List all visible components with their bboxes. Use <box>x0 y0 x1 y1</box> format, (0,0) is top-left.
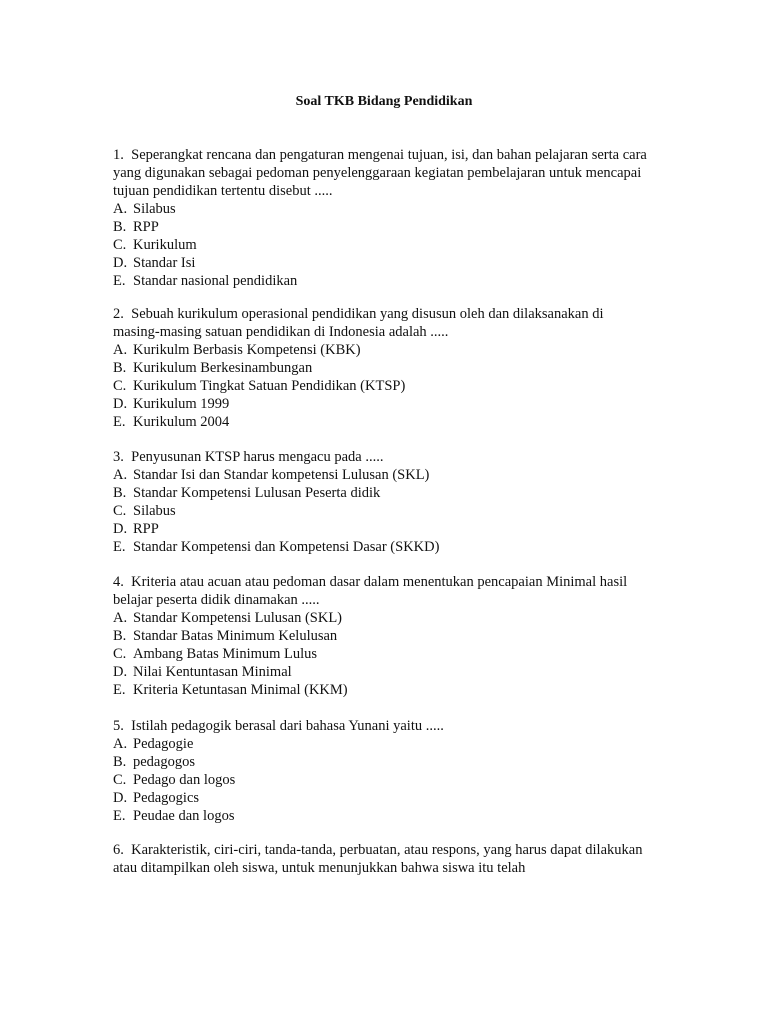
option-a: A. Standar Isi dan Standar kompetensi Lulusan (SKL) <box>113 467 430 483</box>
option-c: C. Pedago dan logos <box>113 772 236 788</box>
option-a: A. Silabus <box>113 201 176 217</box>
question-4 <box>113 573 653 699</box>
option-c: C. Ambang Batas Minimum Lulus <box>113 646 318 662</box>
option-a: A. Kurikulm Berbasis Kompetensi (KBK) <box>113 342 361 358</box>
question-text: 6. Karakteristik, ciri-ciri, tanda-tanda, perbuatan, atau respons, yang harus dapat dilakukan atau ditampilkan oleh siswa, untuk menunjukkan bahwa siswa itu telah <box>113 842 643 876</box>
option-c: C. Silabus <box>113 503 176 519</box>
option-e: E. Kriteria Ketuntasan Minimal (KKM) <box>113 682 348 698</box>
option-a: A. Standar Kompetensi Lulusan (SKL) <box>113 610 343 626</box>
option-b: B. pedagogos <box>113 754 196 770</box>
option-a: A. Pedagogie <box>113 736 194 752</box>
question-6 <box>113 841 653 877</box>
question-2 <box>113 305 653 431</box>
question-text: 3. Penyusunan KTSP harus mengacu pada ..... <box>113 449 384 465</box>
option-e: E. Peudae dan logos <box>113 808 235 824</box>
question-text: 1. Seperangkat rencana dan pengaturan mengenai tujuan, isi, dan bahan pelajaran serta cara yang digunakan sebagai pedoman penyelenggaraan kegiatan pembelajaran untuk mencapai tujuan pendidikan tertentu disebut ..... <box>113 147 647 199</box>
document-title: Soal TKB Bidang Pendidikan <box>295 94 473 109</box>
option-e: E. Standar nasional pendidikan <box>113 273 298 289</box>
question-text: 5. Istilah pedagogik berasal dari bahasa Yunani yaitu ..... <box>113 718 444 734</box>
option-d: D. Pedagogics <box>113 790 200 806</box>
option-c: C. Kurikulum <box>113 237 197 253</box>
question-1 <box>113 146 653 290</box>
option-b: B. Standar Kompetensi Lulusan Peserta didik <box>113 485 381 501</box>
option-e: E. Kurikulum 2004 <box>113 414 230 430</box>
option-c: C. Kurikulum Tingkat Satuan Pendidikan (KTSP) <box>113 378 406 394</box>
option-d: D. RPP <box>113 521 159 537</box>
option-b: B. RPP <box>113 219 159 235</box>
option-d: D. Nilai Kentuntasan Minimal <box>113 664 292 680</box>
option-d: D. Standar Isi <box>113 255 196 271</box>
question-text: 4. Kriteria atau acuan atau pedoman dasar dalam menentukan pencapaian Minimal hasil belajar peserta didik dinamakan ..... <box>113 574 628 608</box>
question-3 <box>113 448 653 556</box>
question-text: 2. Sebuah kurikulum operasional pendidikan yang disusun oleh dan dilaksanakan di masing-masing satuan pendidikan di Indonesia adalah ..... <box>113 306 604 340</box>
option-b: B. Standar Batas Minimum Kelulusan <box>113 628 338 644</box>
option-b: B. Kurikulum Berkesinambungan <box>113 360 313 376</box>
option-e: E. Standar Kompetensi dan Kompetensi Dasar (SKKD) <box>113 539 440 555</box>
option-d: D. Kurikulum 1999 <box>113 396 230 412</box>
question-5 <box>113 717 653 825</box>
